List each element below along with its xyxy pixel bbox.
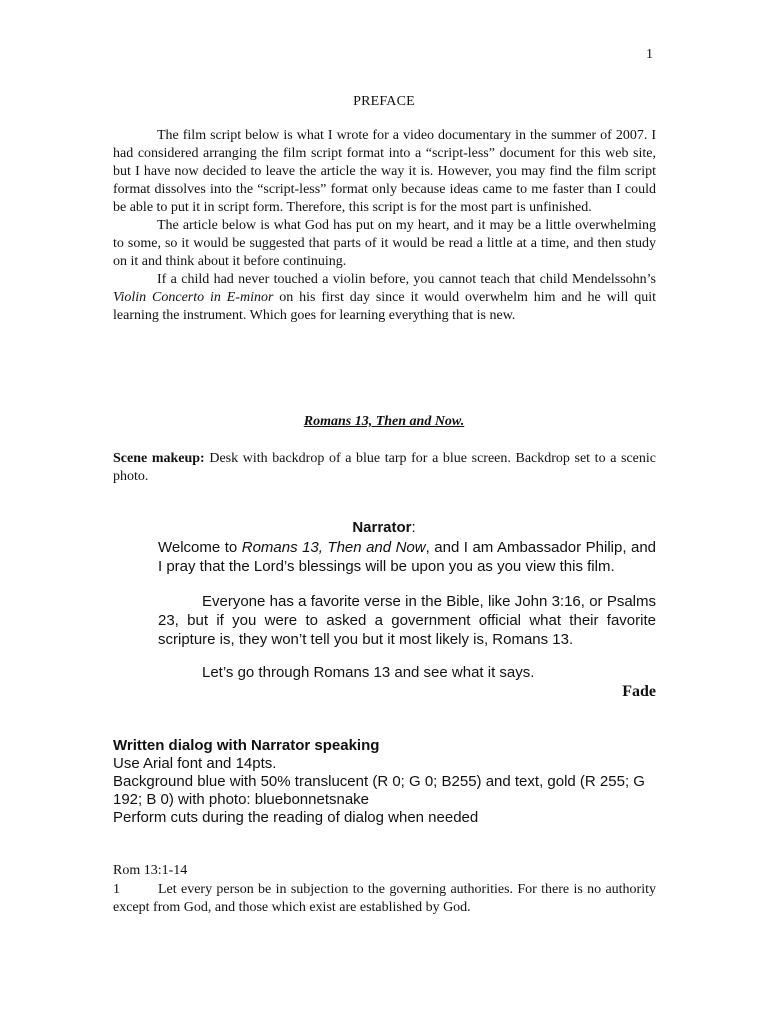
narrator-heading <box>0 519 768 536</box>
narrator-paragraph-1 <box>158 538 656 576</box>
preface-body <box>113 127 656 325</box>
preface-title: PREFACE <box>353 94 415 109</box>
written-dialog-line-1: Use Arial font and 14pts. <box>113 755 277 772</box>
narrator-paragraph-3: Let’s go through Romans 13 and see what it says. <box>202 664 535 681</box>
preface-paragraph-2: The article below is what God has put on my heart, and it may be a little overwhelming to some, so it would be suggested that parts of it would be read a little at a time, and then study on it and think about it before continuing. <box>113 218 656 269</box>
scene-makeup-label: Scene makeup: <box>113 451 205 466</box>
written-dialog-line-2: Background blue with 50% translucent (R 0; G 0; B255) and text, gold (R 255; G 192; B 0) with photo: bluebonnetsnake <box>113 773 645 808</box>
fade-direction: Fade <box>622 683 656 700</box>
scripture-reference: Rom 13:1-14 <box>113 863 188 878</box>
written-dialog-line-3: Perform cuts during the reading of dialog when needed <box>113 809 479 826</box>
preface-p3-text-end: on his first day since it would overwhelm him and he will quit learning the instrument. Which goes for learning everything that is new. <box>113 290 656 323</box>
scripture-verse <box>113 881 656 917</box>
narrator-label: Narrator <box>352 519 412 536</box>
scene-makeup-text: Desk with backdrop of a blue tarp for a blue screen. Backdrop set to a scenic photo. <box>113 451 656 484</box>
preface-paragraph-1: The film script below is what I wrote for a video documentary in the summer of 2007. I had considered arranging the film script format into a “script-less” document for this web site, but I have now decided to leave the article the way it is. However, you may find the film script format dissolves into the “script-less” format only because ideas came to me faster than I could be able to put it in script form. Therefore, this script is for the most part is unfinished. <box>113 128 656 215</box>
written-dialog-notes <box>113 737 658 827</box>
section-title: Romans 13, Then and Now. <box>303 414 465 429</box>
narrator-paragraph-2: Everyone has a favorite verse in the Bible, like John 3:16, or Psalms 23, but if you were to asked a government official what their favorite scripture is, they won’t tell you but it most likely is, Romans 13. <box>158 593 656 648</box>
narrator-colon: : <box>411 519 416 536</box>
narrator-p1-text: Welcome to <box>158 539 242 556</box>
film-title: Romans 13, Then and Now <box>241 539 426 556</box>
scene-makeup <box>113 450 656 486</box>
preface-paragraph-3 <box>113 271 656 325</box>
violin-concerto-title: Violin Concerto in E-minor <box>113 290 274 305</box>
narrator-p1-text-end: , and I am Ambassador Philip, and I pray that the Lord’s blessings will be upon you as you view this film. <box>158 539 657 575</box>
verse-text: Let every person be in subjection to the governing authorities. For there is no authority except from God, and those which exist are established by God. <box>113 882 656 915</box>
verse-number: 1 <box>113 882 120 897</box>
written-dialog-heading: Written dialog with Narrator speaking <box>113 737 380 754</box>
page-number: 1 <box>646 47 653 62</box>
preface-p3-text: If a child had never touched a violin before, you cannot teach that child Mendelssohn’s <box>157 272 656 287</box>
